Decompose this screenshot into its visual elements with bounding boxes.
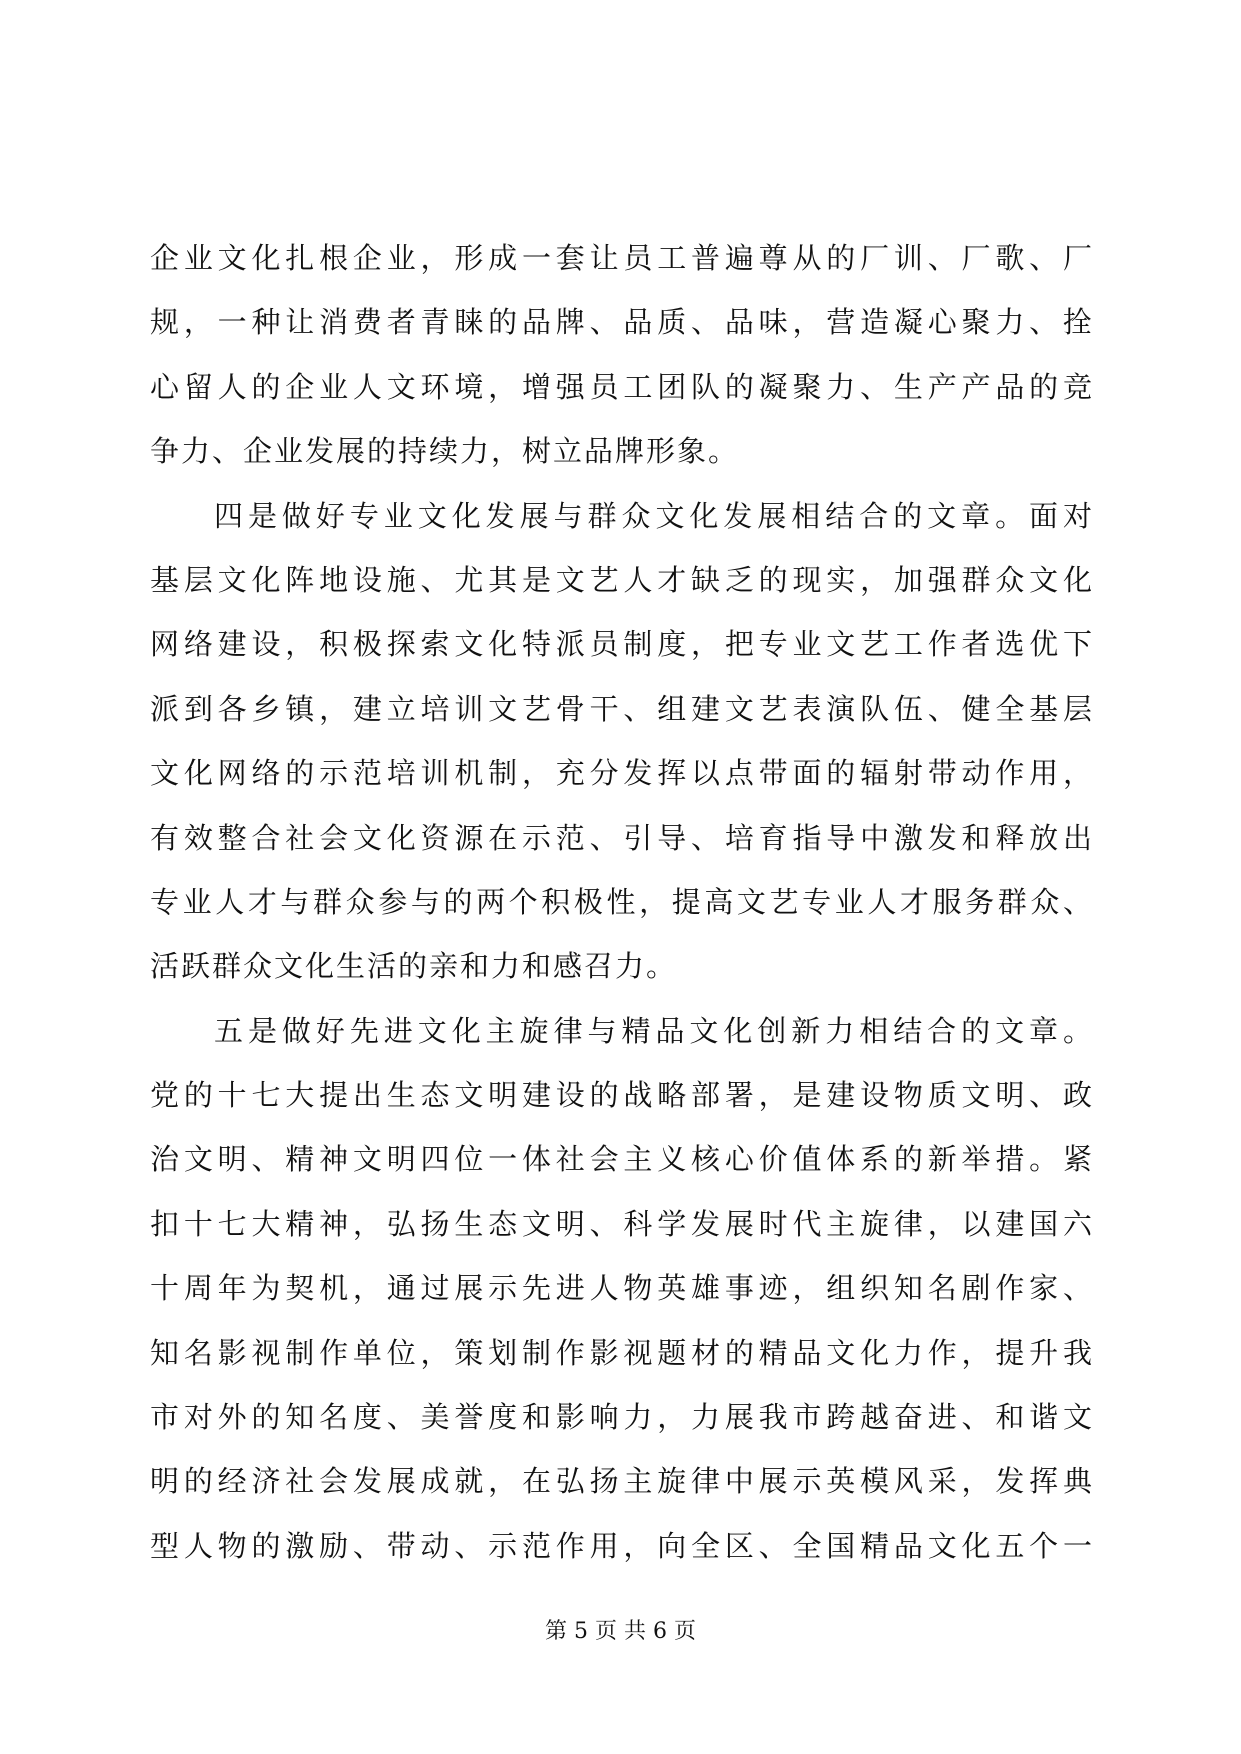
text-line: 型人物的激励、带动、示范作用，向全区、全国精品文化五个一	[150, 1528, 1094, 1563]
text-line: 心留人的企业人文环境，增强员工团队的凝聚力、生产产品的竞	[150, 369, 1094, 404]
text-line: 派到各乡镇，建立培训文艺骨干、组建文艺表演队伍、健全基层	[150, 691, 1094, 726]
text-line: 基层文化阵地设施、尤其是文艺人才缺乏的现实，加强群众文化	[150, 562, 1094, 597]
text-line: 争力、企业发展的持续力，树立品牌形象。	[150, 434, 740, 469]
text-line: 文化网络的示范培训机制，充分发挥以点带面的辐射带动作用，	[150, 756, 1094, 791]
paragraph-start-line: 五是做好先进文化主旋律与精品文化创新力相结合的文章。	[214, 1013, 1094, 1048]
text-line: 活跃群众文化生活的亲和力和感召力。	[150, 949, 678, 984]
text-line: 企业文化扎根企业，形成一套让员工普遍尊从的厂训、厂歌、厂	[150, 241, 1094, 275]
text-line: 有效整合社会文化资源在示范、引导、培育指导中激发和释放出	[150, 820, 1094, 855]
text-line: 市对外的知名度、美誉度和影响力，力展我市跨越奋进、和谐文	[150, 1400, 1094, 1435]
text-line: 扣十七大精神，弘扬生态文明、科学发展时代主旋律，以建国六	[150, 1206, 1094, 1241]
text-line: 党的十七大提出生态文明建设的战略部署，是建设物质文明、政	[150, 1078, 1094, 1113]
text-line: 网络建设，积极探索文化特派员制度，把专业文艺工作者选优下	[150, 627, 1094, 662]
text-line: 治文明、精神文明四位一体社会主义核心价值体系的新举措。紧	[150, 1142, 1094, 1177]
document-body	[150, 226, 1094, 1578]
text-line: 明的经济社会发展成就，在弘扬主旋律中展示英模风采，发挥典	[150, 1464, 1094, 1499]
text-line: 专业人才与群众参与的两个积极性，提高文艺专业人才服务群众、	[150, 884, 1094, 919]
text-line: 知名影视制作单位，策划制作影视题材的精品文化力作，提升我	[150, 1335, 1094, 1370]
text-line: 规，一种让消费者青睐的品牌、品质、品味，营造凝心聚力、拴	[150, 305, 1094, 340]
paragraph-start-line: 四是做好专业文化发展与群众文化发展相结合的文章。面对	[214, 498, 1094, 533]
text-line: 十周年为契机，通过展示先进人物英雄事迹，组织知名剧作家、	[150, 1271, 1094, 1306]
page-number-footer: 第 5 页 共 6 页	[545, 1619, 696, 1644]
